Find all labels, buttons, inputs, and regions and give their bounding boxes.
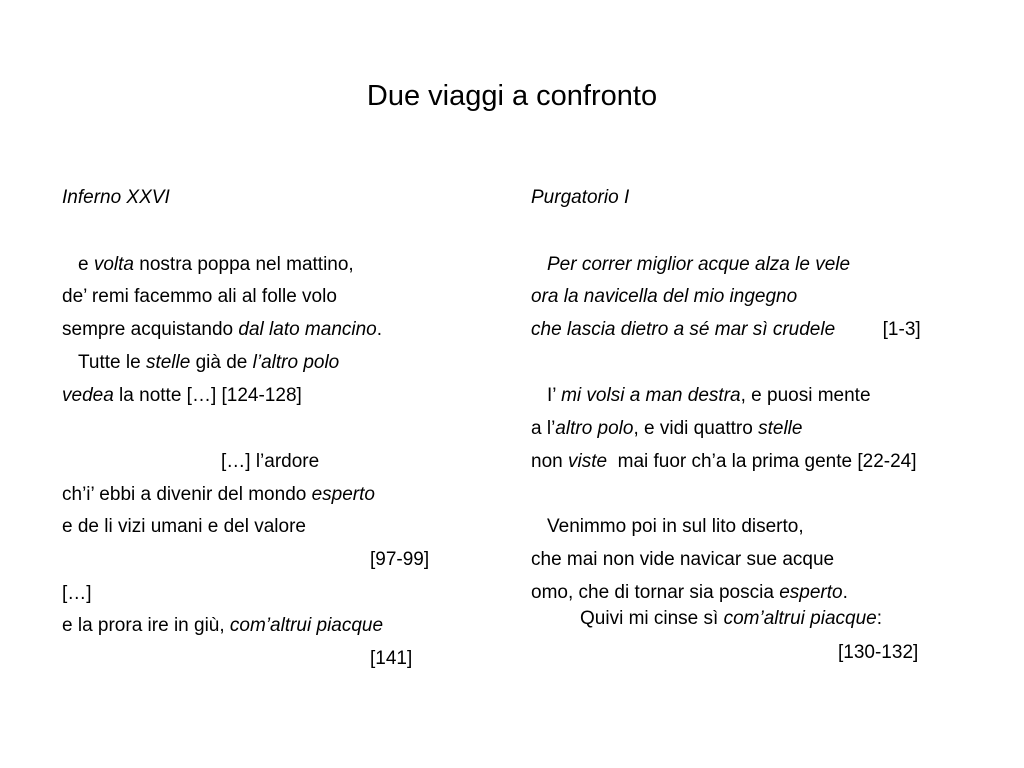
verse-reference: [130-132] [838,642,919,663]
poem-line: I’ mi volsi a man destra, e puosi mente [547,385,871,406]
poem-line: e la prora ire in giù, com’altrui piacque [62,615,384,636]
left-heading: Inferno XXVI [62,187,170,208]
right-heading: Purgatorio I [531,187,630,208]
poem-line: vedea la notte […] [124-128] [62,385,302,406]
poem-line: Venimmo poi in sul lito diserto, [547,516,804,537]
poem-line: […] [62,583,92,604]
poem-line: de’ remi facemmo ali al folle volo [62,286,337,307]
poem-line: non viste mai fuor ch’a la prima gente [22-24] [531,451,917,472]
poem-line: ora la navicella del mio ingegno [531,286,798,307]
slide-title: Due viaggi a confronto [366,80,658,112]
poem-line: Per correr miglior acque alza le vele [547,254,851,275]
poem-line: e volta nostra poppa nel mattino, [78,254,354,275]
poem-line: Tutte le stelle già de l’altro polo [78,352,340,373]
poem-line: […] l’ardore [221,451,320,472]
poem-line: Quivi mi cinse sì com’altrui piacque: [580,608,883,629]
poem-line: sempre acquistando dal lato mancino. [62,319,383,340]
poem-line: a l’altro polo, e vidi quattro stelle [531,418,803,439]
poem-line: omo, che di tornar sia poscia esperto. [531,582,848,603]
poem-line: che lascia dietro a sé mar sì crudele [1-3] [531,319,921,340]
poem-line: ch’i’ ebbi a divenir del mondo esperto [62,484,375,505]
verse-reference: [97-99] [370,549,430,570]
verse-reference: [141] [370,648,413,669]
poem-line: e de li vizi umani e del valore [62,516,306,537]
poem-line: che mai non vide navicar sue acque [531,549,835,570]
